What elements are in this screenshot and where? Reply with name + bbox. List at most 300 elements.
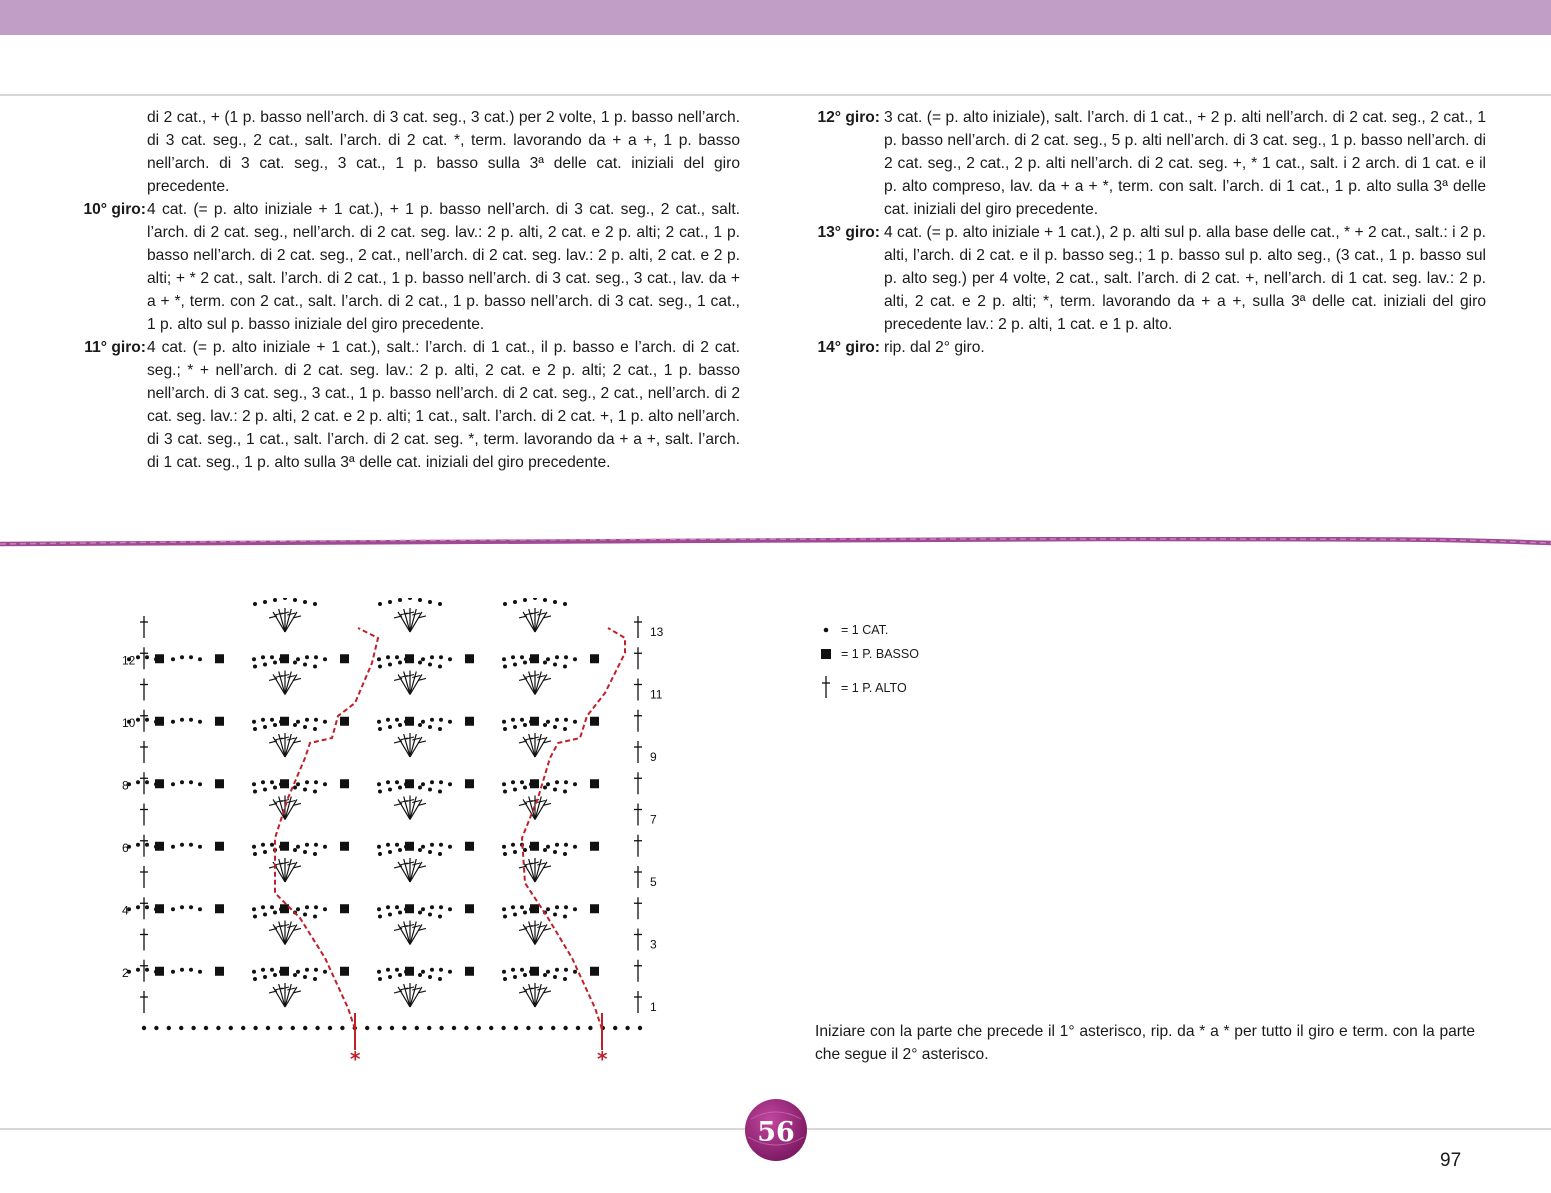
chain-stitch xyxy=(529,720,533,724)
repeat-line-left xyxy=(275,628,378,1029)
chain-stitch xyxy=(395,843,399,847)
chain-stitch xyxy=(378,665,382,669)
chain-stitch xyxy=(573,970,577,974)
chain-stitch xyxy=(313,977,317,981)
chain-stitch xyxy=(430,655,434,659)
chain-stitch xyxy=(303,850,307,854)
round-label: 10° giro: xyxy=(83,201,146,218)
chain-stitch xyxy=(171,845,175,849)
chain-stitch xyxy=(293,786,297,790)
chain-stitch xyxy=(323,657,327,661)
chain-stitch xyxy=(253,915,257,919)
chain-stitch xyxy=(154,1026,158,1030)
chain-stitch xyxy=(263,600,267,604)
chain-stitch xyxy=(198,907,202,911)
chain-stitch xyxy=(563,1026,567,1030)
chain-stitch xyxy=(395,655,399,659)
chain-stitch xyxy=(377,845,381,849)
single-crochet-stitch xyxy=(215,779,224,788)
chain-stitch xyxy=(377,970,381,974)
chain-stitch xyxy=(314,843,318,847)
round-label: 13° giro: xyxy=(817,224,880,241)
chain-stitch xyxy=(273,786,277,790)
single-crochet-stitch xyxy=(215,842,224,851)
chain-stitch xyxy=(179,1026,183,1030)
yarn-ball-icon xyxy=(743,1097,809,1163)
chain-stitch xyxy=(404,720,408,724)
chain-stitch xyxy=(198,657,202,661)
chain-stitch xyxy=(576,1026,580,1030)
single-crochet-stitch xyxy=(590,779,599,788)
chain-stitch xyxy=(252,970,256,974)
chain-stitch xyxy=(263,975,267,979)
fan-double-crochet xyxy=(404,859,410,882)
chain-stitch xyxy=(398,723,402,727)
chain-stitch xyxy=(415,1026,419,1030)
chain-stitch xyxy=(263,788,267,792)
chain-stitch xyxy=(323,720,327,724)
chain-stitch xyxy=(503,790,507,794)
chain-stitch xyxy=(279,970,283,974)
chain-stitch xyxy=(279,845,283,849)
fan-double-crochet xyxy=(410,612,422,632)
chain-stitch xyxy=(314,905,318,909)
fan-double-crochet xyxy=(279,984,285,1007)
row-number-label: 1 xyxy=(650,1000,657,1014)
chain-stitch xyxy=(523,786,527,790)
chain-stitch xyxy=(145,655,149,659)
round-text: 4 cat. (= p. alto iniziale + 1 cat.), salt.: l’arch. di 1 cat., il p. basso e l’arch. di 2 cat. seg.; * + nell’arch. di 2 cat. seg. lav.: 2 p. alti, 2 cat. e 2 p. alti; 2 cat., 1 p. basso nell’arch. di 3 cat. seg., 3 cat., 1 p. basso nell’arch. di 2 cat. seg., 2 cat., nell’arch. di 2 cat. seg. lav.: 2 p. alti, 2 cat. e 2 p. alti; 1 cat., salt. l’arch. di 2 cat. +, 1 p. alto nell’arch. di 3 cat. seg., 1 cat., salt. l’arch. di 2 cat. seg. *, term. lavorando da + a +, salt. l’arch. di 1 cat. seg., 1 p. alto sulla 3ª delle cat. iniziali del giro precedente. xyxy=(147,339,741,471)
chain-stitch xyxy=(428,850,432,854)
fan-double-crochet xyxy=(279,672,285,695)
chain-stitch xyxy=(511,655,515,659)
chain-stitch xyxy=(279,907,283,911)
chain-stitch xyxy=(261,968,265,972)
chain-stitch xyxy=(438,915,442,919)
repeat-note: Iniziare con la parte che precede il 1° asterisco, rip. da * a * per tutto il giro e term. con la parte che segue il 2° asterisco. xyxy=(815,1023,1475,1063)
chain-stitch xyxy=(252,782,256,786)
chain-stitch xyxy=(386,718,390,722)
chain-stitch xyxy=(564,655,568,659)
chain-stitch xyxy=(180,718,184,722)
chain-stitch xyxy=(340,1026,344,1030)
fan-double-crochet-bar xyxy=(412,926,420,928)
double-crochet-cross-icon xyxy=(815,674,837,703)
chain-stitch xyxy=(546,657,550,661)
chain-stitch xyxy=(378,977,382,981)
fan-double-crochet xyxy=(279,922,285,945)
chain-stitch xyxy=(378,727,382,731)
chain-stitch xyxy=(270,780,274,784)
chain-stitch xyxy=(438,790,442,794)
chain-stitch xyxy=(270,843,274,847)
round-label: 12° giro: xyxy=(817,109,880,126)
chain-stitch xyxy=(198,720,202,724)
chain-stitch xyxy=(388,975,392,979)
chain-stitch xyxy=(439,1026,443,1030)
fan-double-crochet xyxy=(279,797,285,820)
chain-stitch xyxy=(136,843,140,847)
chain-stitch xyxy=(448,720,452,724)
fan-double-crochet xyxy=(529,672,535,695)
chain-stitch xyxy=(142,1026,146,1030)
single-crochet-stitch xyxy=(590,654,599,663)
chain-stitch xyxy=(395,968,399,972)
stitch-number: 56 xyxy=(757,1117,795,1148)
chain-stitch xyxy=(418,598,422,602)
chain-stitch xyxy=(513,975,517,979)
fan-double-crochet xyxy=(410,674,422,694)
chain-stitch xyxy=(252,657,256,661)
single-crochet-stitch xyxy=(340,904,349,913)
chain-stitch xyxy=(439,843,443,847)
fan-double-crochet-bar xyxy=(412,738,420,740)
fan-double-crochet xyxy=(529,922,535,945)
chain-stitch xyxy=(145,780,149,784)
chain-stitch xyxy=(386,655,390,659)
chain-stitch xyxy=(421,720,425,724)
chain-stitch xyxy=(428,600,432,604)
chain-stitch xyxy=(503,977,507,981)
chain-stitch xyxy=(625,1026,629,1030)
chain-stitch xyxy=(388,913,392,917)
chain-stitch xyxy=(303,600,307,604)
chain-stitch xyxy=(273,598,277,602)
chain-stitch xyxy=(189,968,193,972)
fan-double-crochet xyxy=(410,862,422,882)
fan-double-crochet-bar xyxy=(412,801,420,803)
chain-stitch xyxy=(563,727,567,731)
chain-stitch xyxy=(145,968,149,972)
chain-stitch xyxy=(145,843,149,847)
chain-stitch xyxy=(386,905,390,909)
row-number-label: 6 xyxy=(122,840,129,855)
row-number-label: 12 xyxy=(122,653,136,668)
single-crochet-stitch xyxy=(340,717,349,726)
row-number-label: 11 xyxy=(650,687,663,702)
chain-stitch xyxy=(543,661,547,665)
fan-double-crochet-bar xyxy=(287,801,295,803)
fan-double-crochet xyxy=(404,734,410,757)
chain-stitch xyxy=(452,1026,456,1030)
fan-double-crochet-bar xyxy=(287,613,295,615)
chain-stitch xyxy=(145,905,149,909)
chain-stitch xyxy=(395,718,399,722)
chain-stitch xyxy=(323,970,327,974)
single-crochet-stitch xyxy=(465,842,474,851)
chain-stitch xyxy=(303,913,307,917)
chain-stitch xyxy=(430,905,434,909)
chain-stitch xyxy=(573,907,577,911)
chain-stitch xyxy=(511,718,515,722)
chain-stitch xyxy=(253,1026,257,1030)
chain-stitch xyxy=(323,907,327,911)
chain-stitch xyxy=(180,655,184,659)
row-number-label: 9 xyxy=(650,750,657,764)
chain-stitch xyxy=(502,907,506,911)
chain-stitch xyxy=(180,968,184,972)
chain-stitch xyxy=(377,720,381,724)
round-text: di 2 cat., + (1 p. basso nell’arch. di 3 cat. seg., 3 cat.) per 2 volte, 1 p. basso nell’arch. di 3 cat. seg., 2 cat., salt. l’arch. di 2 cat. *, term. lavorando da + a +, 1 p. basso nell’arch. di 3 cat. seg., 3 cat., 1 p. basso sulla 3ª delle cat. iniziali del giro precedente. xyxy=(147,109,740,195)
chain-stitch xyxy=(313,602,317,606)
chain-stitch xyxy=(261,843,265,847)
chain-stitch xyxy=(563,852,567,856)
chain-stitch xyxy=(546,845,550,849)
round-label: 11° giro: xyxy=(84,339,146,356)
chain-stitch xyxy=(418,723,422,727)
fan-double-crochet xyxy=(285,674,297,694)
fan-double-crochet xyxy=(404,922,410,945)
chain-stitch xyxy=(252,907,256,911)
single-crochet-stitch xyxy=(465,904,474,913)
single-crochet-stitch xyxy=(465,654,474,663)
chain-stitch xyxy=(430,843,434,847)
right-instructions-column xyxy=(810,106,1486,359)
chain-stitch xyxy=(253,977,257,981)
single-crochet-square-icon xyxy=(815,644,837,665)
chain-stitch xyxy=(573,845,577,849)
fan-double-crochet-bar xyxy=(537,738,545,740)
row-number-label: 3 xyxy=(650,937,657,952)
chain-stitch xyxy=(448,657,452,661)
chain-stitch xyxy=(421,970,425,974)
chain-stitch xyxy=(439,905,443,909)
chain-stitch xyxy=(296,907,300,911)
single-crochet-stitch xyxy=(340,654,349,663)
chain-stitch xyxy=(553,913,557,917)
chain-stitch xyxy=(404,782,408,786)
chain-stitch xyxy=(428,913,432,917)
chain-stitch xyxy=(398,786,402,790)
chain-stitch xyxy=(293,973,297,977)
chain-stitch xyxy=(573,720,577,724)
chain-stitch xyxy=(314,780,318,784)
chain-stitch xyxy=(398,598,402,602)
fan-double-crochet-bar xyxy=(287,926,295,928)
fan-double-crochet xyxy=(410,987,422,1007)
chain-stitch xyxy=(503,915,507,919)
fan-double-crochet-bar xyxy=(287,863,295,865)
chain-stitch xyxy=(502,970,506,974)
single-crochet-stitch xyxy=(465,967,474,976)
legend-label: = 1 P. BASSO xyxy=(841,647,919,661)
single-crochet-stitch xyxy=(215,967,224,976)
chain-stitch xyxy=(315,1026,319,1030)
fan-double-crochet xyxy=(285,862,297,882)
chain-stitch xyxy=(296,845,300,849)
chain-stitch xyxy=(261,905,265,909)
fan-double-crochet xyxy=(410,799,422,819)
fan-double-crochet xyxy=(285,987,297,1007)
chain-stitch xyxy=(543,598,547,602)
chain-stitch xyxy=(398,973,402,977)
chain-stitch xyxy=(404,970,408,974)
chain-stitch xyxy=(529,782,533,786)
chain-stitch xyxy=(252,720,256,724)
chain-stitch xyxy=(365,1026,369,1030)
legend-label: = 1 P. ALTO xyxy=(841,681,907,695)
chain-stitch xyxy=(513,913,517,917)
chain-stitch xyxy=(503,602,507,606)
chain-stitch xyxy=(438,977,442,981)
chain-stitch xyxy=(398,911,402,915)
chain-stitch xyxy=(323,845,327,849)
chain-stitch xyxy=(253,665,257,669)
chain-stitch xyxy=(253,602,257,606)
chain-stitch xyxy=(513,850,517,854)
chain-stitch xyxy=(502,845,506,849)
chain-stitch xyxy=(154,720,158,724)
chain-stitch xyxy=(511,905,515,909)
chain-stitch xyxy=(427,1026,431,1030)
chain-stitch xyxy=(563,915,567,919)
chain-stitch xyxy=(563,790,567,794)
chain-stitch xyxy=(293,661,297,665)
chain-stitch xyxy=(216,1026,220,1030)
chain-stitch xyxy=(553,725,557,729)
chain-stitch xyxy=(253,727,257,731)
chain-stitch xyxy=(520,968,524,972)
chain-stitch xyxy=(136,780,140,784)
fan-double-crochet-bar xyxy=(537,926,545,928)
row-number-label: 8 xyxy=(122,778,129,793)
chain-stitch xyxy=(395,780,399,784)
chain-stitch xyxy=(539,1026,543,1030)
chain-stitch xyxy=(520,655,524,659)
chain-stitch xyxy=(543,973,547,977)
chain-stitch xyxy=(273,973,277,977)
chain-stitch xyxy=(377,782,381,786)
chain-stitch xyxy=(171,657,175,661)
crochet-stitch-chart xyxy=(110,598,680,1068)
chain-stitch xyxy=(418,661,422,665)
fan-double-crochet-bar xyxy=(537,988,545,990)
chain-stitch xyxy=(428,663,432,667)
chain-stitch xyxy=(198,782,202,786)
chain-stitch xyxy=(189,780,193,784)
chain-stitch xyxy=(398,661,402,665)
chain-stitch xyxy=(438,602,442,606)
chain-stitch xyxy=(323,782,327,786)
chain-stitch xyxy=(270,718,274,722)
row-number-label: 2 xyxy=(122,965,129,980)
chain-stitch xyxy=(293,723,297,727)
instruction-round-12 xyxy=(810,106,1486,221)
chain-stitch xyxy=(404,657,408,661)
single-crochet-stitch xyxy=(590,904,599,913)
chain-stitch xyxy=(303,975,307,979)
chain-stitch xyxy=(438,727,442,731)
header-bar xyxy=(0,0,1551,35)
chain-stitch xyxy=(171,970,175,974)
round-label: 14° giro: xyxy=(817,339,880,356)
chain-stitch xyxy=(511,968,515,972)
yarn-divider xyxy=(0,537,1551,549)
chain-stitch xyxy=(293,848,297,852)
chain-stitch xyxy=(520,718,524,722)
fan-double-crochet xyxy=(529,984,535,1007)
chain-stitch xyxy=(555,843,559,847)
single-crochet-stitch xyxy=(590,842,599,851)
chain-stitch xyxy=(136,968,140,972)
top-divider xyxy=(0,94,1551,96)
round-text: rip. dal 2° giro. xyxy=(884,339,985,356)
fan-double-crochet-bar xyxy=(412,676,420,678)
single-crochet-stitch xyxy=(340,967,349,976)
chain-stitch xyxy=(439,780,443,784)
chain-stitch xyxy=(448,845,452,849)
chain-stitch xyxy=(261,718,265,722)
fan-double-crochet-bar xyxy=(412,863,420,865)
chain-stitch xyxy=(270,655,274,659)
chain-stitch xyxy=(191,1026,195,1030)
chain-stitch xyxy=(553,788,557,792)
left-instructions-column xyxy=(0,106,740,474)
chain-stitch xyxy=(261,655,265,659)
chain-stitch xyxy=(313,915,317,919)
chain-stitch xyxy=(529,657,533,661)
chain-stitch xyxy=(513,725,517,729)
chain-stitch xyxy=(511,780,515,784)
chain-stitch xyxy=(313,852,317,856)
chain-stitch xyxy=(564,843,568,847)
chain-stitch xyxy=(270,905,274,909)
chain-stitch xyxy=(529,907,533,911)
chain-stitch xyxy=(613,1026,617,1030)
chain-stitch xyxy=(398,848,402,852)
chain-stitch xyxy=(563,602,567,606)
chain-stitch xyxy=(263,850,267,854)
chain-stitch xyxy=(303,725,307,729)
repeat-marker-right: * xyxy=(597,1047,608,1068)
chain-stitch xyxy=(421,845,425,849)
chain-stitch xyxy=(313,790,317,794)
chain-stitch xyxy=(386,780,390,784)
chain-stitch xyxy=(503,727,507,731)
chain-stitch xyxy=(154,845,158,849)
chain-stitch xyxy=(573,657,577,661)
chain-stitch xyxy=(464,1026,468,1030)
single-crochet-stitch xyxy=(340,842,349,851)
chain-stitch xyxy=(390,1026,394,1030)
fan-double-crochet xyxy=(410,924,422,944)
chain-stitch xyxy=(564,780,568,784)
repeat-marker-left: * xyxy=(350,1047,361,1068)
chain-stitch xyxy=(448,782,452,786)
chain-stitch xyxy=(448,970,452,974)
chain-stitch xyxy=(171,720,175,724)
chain-dot-icon xyxy=(815,620,837,641)
row-number-label: 4 xyxy=(122,903,129,918)
chain-stitch xyxy=(546,907,550,911)
chain-stitch xyxy=(439,968,443,972)
chain-stitch xyxy=(543,786,547,790)
chain-stitch xyxy=(305,905,309,909)
chain-stitch xyxy=(279,720,283,724)
chain-stitch xyxy=(171,782,175,786)
fan-double-crochet-bar xyxy=(537,801,545,803)
chain-stitch xyxy=(136,655,140,659)
chain-stitch xyxy=(428,975,432,979)
fan-double-crochet xyxy=(279,859,285,882)
chain-stitch xyxy=(501,1026,505,1030)
chain-stitch xyxy=(555,968,559,972)
chain-stitch xyxy=(553,663,557,667)
chain-stitch xyxy=(273,661,277,665)
chain-stitch xyxy=(279,782,283,786)
fan-double-crochet-bar xyxy=(537,676,545,678)
chain-stitch xyxy=(266,1026,270,1030)
